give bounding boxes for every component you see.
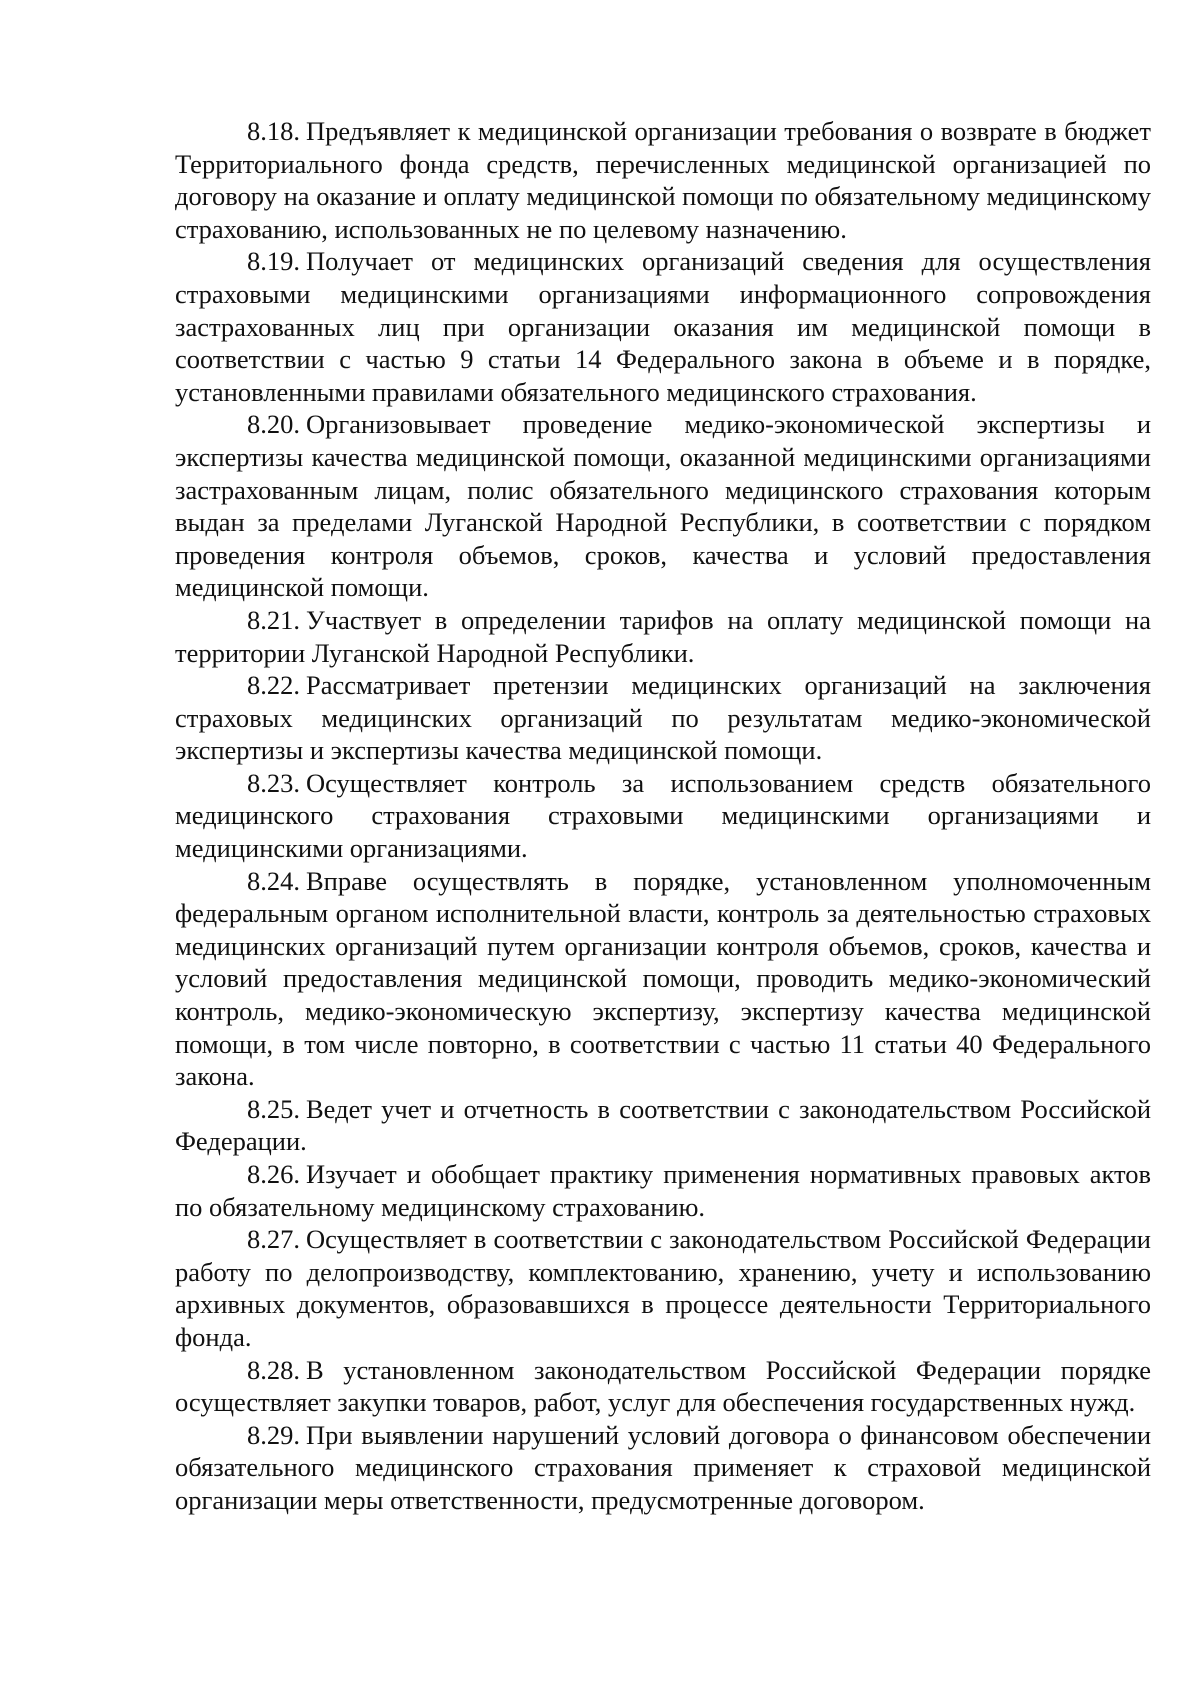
paragraph-number: 8.24. bbox=[247, 865, 300, 896]
paragraph-8-29 bbox=[175, 1419, 1151, 1517]
paragraph-number: 8.27. bbox=[247, 1224, 300, 1255]
paragraph-text: Организовывает проведение медико-экономической экспертизы и экспертизы качества медицинской помощи, оказанной медицинскими организациями застрахованным лицам, полис обязательного медицинского страхования которым выдан за пределами Луганской Народной Республики, в соответствии с порядком проведения контроля объемов, сроков, качества и условий предоставления медицинской помощи. bbox=[175, 409, 1151, 603]
paragraph-text: Изучает и обобщает практику применения нормативных правовых актов по обязательному медицинскому страхованию. bbox=[175, 1159, 1151, 1222]
paragraph-number: 8.21. bbox=[247, 604, 300, 635]
paragraph-text: Рассматривает претензии медицинских организаций на заключения страховых медицинских организаций по результатам медико-экономической экспертизы и экспертизы качества медицинской помощи. bbox=[175, 670, 1151, 766]
paragraph-8-22 bbox=[175, 669, 1151, 767]
paragraph-number: 8.26. bbox=[247, 1159, 300, 1189]
paragraph-8-24 bbox=[175, 865, 1151, 1093]
paragraph-8-20 bbox=[175, 408, 1151, 604]
paragraph-number: 8.20. bbox=[247, 409, 300, 440]
paragraph-number: 8.23. bbox=[247, 767, 300, 798]
paragraph-number: 8.29. bbox=[247, 1419, 300, 1450]
paragraph-number: 8.19. bbox=[247, 246, 300, 277]
paragraph-text: Получает от медицинских организаций сведения для осуществления страховыми медицинскими организациями информационного сопровождения застрахованных лиц при организации оказания им медицинской помощи в соответствии с частью 9 статьи 14 Федерального закона в объеме и в порядке, установленными правилами обязательного медицинского страхования. bbox=[175, 246, 1151, 407]
paragraph-text: Осуществляет контроль за использованием средств обязательного медицинского страхования страховыми медицинскими организациями и медицинскими организациями. bbox=[175, 767, 1151, 864]
paragraph-number: 8.25. bbox=[247, 1093, 300, 1124]
paragraph-text: Предъявляет к медицинской организации требования о возврате в бюджет Территориального фонда средств, перечисленных медицинской организацией по договору на оказание и оплату медицинской помощи по обязательному медицинскому страхованию, использованных не по целевому назначению. bbox=[175, 116, 1151, 244]
paragraph-text: Осуществляет в соответствии с законодательством Российской Федерации работу по делопроизводству, комплектованию, хранению, учету и использованию архивных документов, образовавшихся в процессе деятельности Территориального фонда. bbox=[175, 1224, 1151, 1352]
paragraph-number: 8.22. bbox=[247, 670, 300, 701]
paragraph-8-21 bbox=[175, 604, 1151, 669]
paragraph-8-28 bbox=[175, 1354, 1151, 1419]
paragraph-number: 8.18. bbox=[247, 116, 300, 146]
paragraph-text: Вправе осуществлять в порядке, установленном уполномоченным федеральным органом исполнительной власти, контроль за деятельностью страховых медицинских организаций путем организации контроля объемов, сроков, качества и условий предоставления медицинской помощи, проводить медико-экономический контроль, медико-экономическую экспертизу, экспертизу качества медицинской помощи, в том числе повторно, в соответствии с частью 11 статьи 40 Федерального закона. bbox=[175, 865, 1151, 1092]
paragraph-8-27 bbox=[175, 1223, 1151, 1353]
paragraph-8-23 bbox=[175, 767, 1151, 865]
paragraph-number: 8.28. bbox=[247, 1354, 300, 1385]
document-body bbox=[175, 115, 1151, 1517]
paragraph-8-18 bbox=[175, 115, 1151, 245]
paragraph-8-19 bbox=[175, 245, 1151, 408]
paragraph-text: Ведет учет и отчетность в соответствии с законодательством Российской Федерации. bbox=[175, 1093, 1151, 1157]
paragraph-8-25 bbox=[175, 1093, 1151, 1158]
paragraph-text: При выявлении нарушений условий договора о финансовом обеспечении обязательного медицинского страхования применяет к страховой медицинской организации меры ответственности, предусмотренные договором. bbox=[175, 1419, 1151, 1515]
paragraph-text: В установленном законодательством Российской Федерации порядке осуществляет закупки товаров, работ, услуг для обеспечения государственных нужд. bbox=[175, 1354, 1151, 1418]
paragraph-text: Участвует в определении тарифов на оплату медицинской помощи на территории Луганской Народной Республики. bbox=[175, 604, 1151, 668]
paragraph-8-26 bbox=[175, 1158, 1151, 1223]
